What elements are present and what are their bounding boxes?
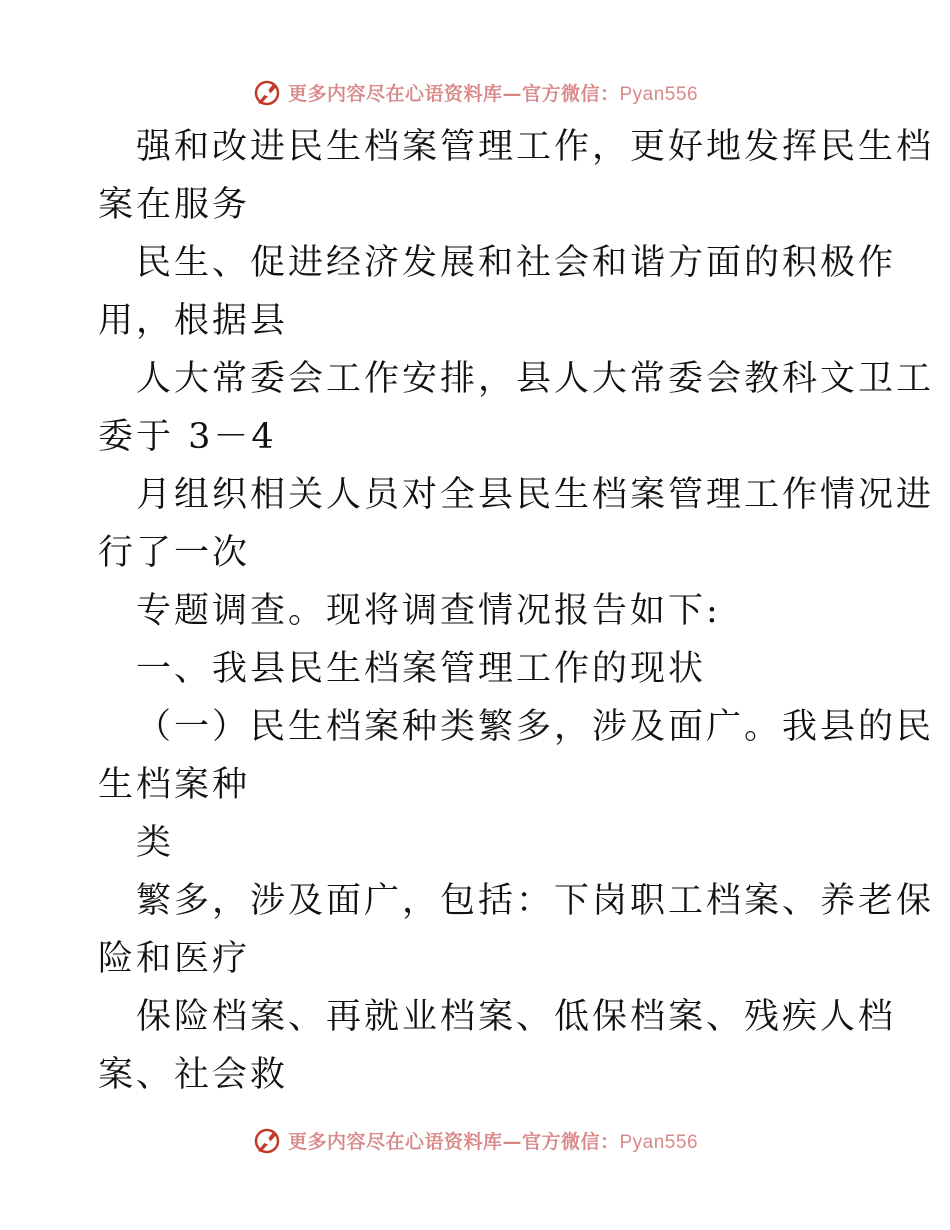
text-line: 人大常委会工作安排，县人大常委会教科文卫工 bbox=[136, 359, 935, 399]
text-line: 民生、促进经济发展和社会和谐方面的积极作 bbox=[136, 243, 897, 283]
text-line: 用，根据县 bbox=[98, 301, 289, 341]
text-line: 案在服务 bbox=[98, 185, 251, 225]
quill-pen-circle-icon bbox=[252, 1125, 282, 1155]
text-line: 月组织相关人员对全县民生档案管理工作情况进 bbox=[136, 475, 935, 515]
text-line: 繁多，涉及面广，包括：下岗职工档案、养老保 bbox=[136, 881, 935, 921]
document-body bbox=[98, 118, 935, 1104]
footer-watermark bbox=[0, 1120, 950, 1160]
text-line: 专题调查。现将调查情况报告如下: bbox=[136, 591, 721, 631]
text-line: 行了一次 bbox=[98, 533, 251, 573]
text-line: 生档案种 bbox=[98, 765, 251, 805]
watermark-text: 更多内容尽在心语资料库—官方微信：Pyan556 bbox=[287, 1130, 699, 1153]
text-line: 类 bbox=[136, 823, 175, 863]
header-watermark bbox=[0, 72, 950, 112]
text-line: 委于 3－4 bbox=[98, 417, 277, 457]
quill-pen-circle-icon bbox=[252, 77, 282, 107]
text-line: 保险档案、再就业档案、低保档案、残疾人档 bbox=[136, 997, 897, 1037]
text-line: 强和改进民生档案管理工作，更好地发挥民生档 bbox=[136, 127, 935, 167]
text-line: （一）民生档案种类繁多，涉及面广。我县的民 bbox=[136, 707, 935, 747]
section-heading: 一、我县民生档案管理工作的现状 bbox=[136, 649, 707, 689]
text-line: 案、社会救 bbox=[98, 1055, 289, 1095]
watermark-text: 更多内容尽在心语资料库—官方微信：Pyan556 bbox=[287, 82, 699, 105]
text-line: 险和医疗 bbox=[98, 939, 251, 979]
